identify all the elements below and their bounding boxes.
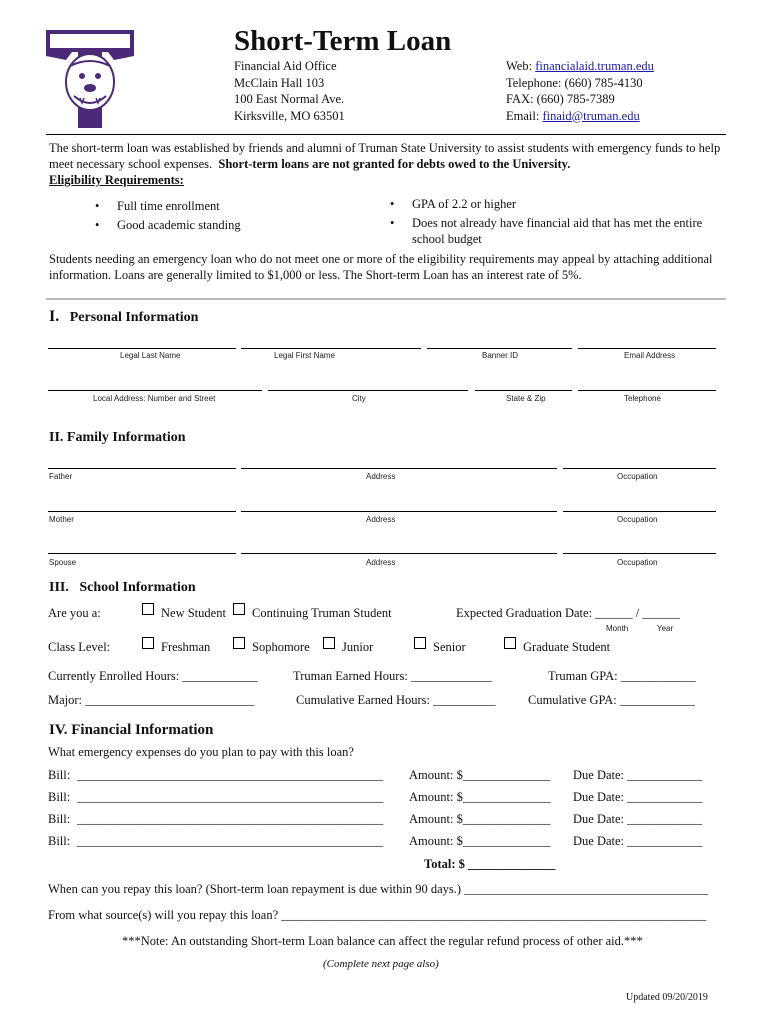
father-address-field[interactable] <box>241 468 557 469</box>
enrolled-hours-field[interactable]: Currently Enrolled Hours: ____________ <box>48 669 258 683</box>
cumulative-hours-field[interactable]: Cumulative Earned Hours: __________ <box>296 693 496 707</box>
total-field[interactable]: Total: $ ______________ <box>424 857 556 871</box>
due-date-field[interactable]: Due Date: ____________ <box>573 790 703 804</box>
section-numeral: I. <box>49 308 60 325</box>
graduate-student-label: Graduate Student <box>523 640 611 654</box>
field-caption: Legal First Name <box>274 351 335 360</box>
amount-field[interactable]: Amount: $______________ <box>409 812 551 826</box>
month-caption: Month <box>606 624 629 633</box>
field-caption: Telephone <box>624 394 661 403</box>
eligibility-item: • Full time enrollment <box>95 199 220 213</box>
eligibility-heading: Eligibility Requirements: <box>49 173 184 187</box>
sophomore-checkbox[interactable] <box>233 637 245 649</box>
eligibility-item: • Good academic standing <box>95 218 241 232</box>
continue-note: (Complete next page also) <box>323 958 439 970</box>
bill-field[interactable]: _________________________________________________ <box>77 812 384 826</box>
mother-name-field[interactable] <box>48 511 236 512</box>
bill-field[interactable]: _________________________________________________ <box>77 834 384 848</box>
new-student-label: New Student <box>161 606 226 620</box>
eligibility-item: • GPA of 2.2 or higher <box>390 197 517 211</box>
truman-gpa-field[interactable]: Truman GPA: ____________ <box>548 669 696 683</box>
field-caption: Occupation <box>617 472 658 481</box>
senior-label: Senior <box>433 640 466 654</box>
due-date-field[interactable]: Due Date: ____________ <box>573 812 703 826</box>
section-divider <box>46 298 726 300</box>
address-line: McClain Hall 103 <box>234 75 325 90</box>
office-contact <box>506 58 654 124</box>
continuing-student-label: Continuing Truman Student <box>252 606 392 620</box>
truman-bulldog-logo <box>46 30 134 128</box>
field-caption: Email Address <box>624 351 676 360</box>
telephone: Telephone: (660) 785-4130 <box>506 75 643 90</box>
continuing-student-checkbox[interactable] <box>233 603 245 615</box>
address-line: Kirksville, MO 63501 <box>234 108 345 123</box>
bill-field[interactable]: _________________________________________________ <box>77 768 384 782</box>
address-line: Financial Aid Office <box>234 59 337 73</box>
amount-field[interactable]: Amount: $______________ <box>409 834 551 848</box>
section-family-heading: II. Family Information <box>49 430 186 445</box>
sophomore-label: Sophomore <box>252 640 310 654</box>
bill-label: Bill: <box>48 790 71 804</box>
eligibility-item: • Does not already have financial aid that has met the entire school budget <box>390 216 703 246</box>
amount-field[interactable]: Amount: $______________ <box>409 768 551 782</box>
new-student-checkbox[interactable] <box>142 603 154 615</box>
senior-checkbox[interactable] <box>414 637 426 649</box>
amount-field[interactable]: Amount: $______________ <box>409 790 551 804</box>
due-date-field[interactable]: Due Date: ____________ <box>573 834 703 848</box>
bill-label: Bill: <box>48 812 71 826</box>
field-caption: Address <box>366 472 396 481</box>
intro-text: The short-term loan was established by friends and alumni of Truman State University to assist students with emergency funds to help meet necessary school expenses. <box>49 141 721 171</box>
address-line: 100 East Normal Ave. <box>234 92 345 106</box>
field-caption: City <box>352 394 366 403</box>
email-label: Email: <box>506 108 543 123</box>
spouse-name-field[interactable] <box>48 553 236 554</box>
state-zip-field[interactable] <box>475 390 572 391</box>
section-title: School Information <box>79 580 196 595</box>
section-numeral: III. <box>49 580 69 595</box>
field-caption: Local Address: Number and Street <box>93 394 216 403</box>
repay-source-field[interactable]: From what source(s) will you repay this loan? ____________________________________________________________________ <box>48 908 707 922</box>
mother-address-field[interactable] <box>241 511 557 512</box>
freshman-checkbox[interactable] <box>142 637 154 649</box>
junior-label: Junior <box>342 640 374 654</box>
section-school-heading <box>49 580 196 596</box>
local-address-field[interactable] <box>48 390 262 391</box>
website-link[interactable]: financialaid.truman.edu <box>535 59 654 73</box>
legal-last-name-field[interactable] <box>48 348 236 349</box>
freshman-label: Freshman <box>161 640 211 654</box>
appeal-paragraph: Students needing an emergency loan who do not meet one or more of the eligibility requirements may appeal by attaching additional information. Loans are generally limited to $1,000 or less. The Short-term Loan has an interest rate of 5%. <box>49 252 713 282</box>
earned-hours-field[interactable]: Truman Earned Hours: _____________ <box>293 669 493 683</box>
are-you-label: Are you a: <box>48 606 101 620</box>
city-field[interactable] <box>268 390 468 391</box>
header-divider <box>46 134 726 135</box>
field-caption: Father <box>49 472 73 481</box>
junior-checkbox[interactable] <box>323 637 335 649</box>
graduate-student-checkbox[interactable] <box>504 637 516 649</box>
field-caption: Mother <box>49 515 74 524</box>
email-address-field[interactable] <box>578 348 716 349</box>
field-caption: State & Zip <box>506 394 546 403</box>
office-address <box>234 58 345 124</box>
intro-bold-text: Short-term loans are not granted for debts owed to the University. <box>218 157 571 171</box>
due-date-field[interactable]: Due Date: ____________ <box>573 768 703 782</box>
section-title: Personal Information <box>69 310 199 325</box>
class-level-label: Class Level: <box>48 640 111 654</box>
bill-label: Bill: <box>48 768 71 782</box>
field-caption: Occupation <box>617 558 658 567</box>
field-caption: Address <box>366 558 396 567</box>
spouse-occupation-field[interactable] <box>563 553 716 554</box>
telephone-field[interactable] <box>578 390 716 391</box>
intro-paragraph <box>49 140 729 172</box>
cumulative-gpa-field[interactable]: Cumulative GPA: ____________ <box>528 693 695 707</box>
field-caption: Legal Last Name <box>120 351 181 360</box>
fax: FAX: (660) 785-7389 <box>506 92 615 106</box>
expenses-question: What emergency expenses do you plan to pay with this loan? <box>48 745 354 759</box>
refund-note: ***Note: An outstanding Short-term Loan balance can affect the regular refund process of other aid.*** <box>122 934 643 948</box>
section-personal-heading <box>49 308 198 326</box>
updated-date: Updated 09/20/2019 <box>626 992 708 1003</box>
year-caption: Year <box>657 624 674 633</box>
mother-occupation-field[interactable] <box>563 511 716 512</box>
field-caption: Spouse <box>49 558 77 567</box>
web-label: Web: <box>506 59 536 73</box>
section-financial-heading: IV. Financial Information <box>49 722 214 738</box>
legal-first-name-field[interactable] <box>241 348 421 349</box>
spouse-address-field[interactable] <box>241 553 557 554</box>
father-name-field[interactable] <box>48 468 236 469</box>
bill-label: Bill: <box>48 834 71 848</box>
banner-id-field[interactable] <box>427 348 572 349</box>
major-field[interactable]: Major: ___________________________ <box>48 693 254 707</box>
bill-field[interactable]: _________________________________________________ <box>77 790 384 804</box>
form-title: Short-Term Loan <box>234 25 452 57</box>
field-caption: Address <box>366 515 396 524</box>
field-caption: Occupation <box>617 515 658 524</box>
repay-when-field[interactable]: When can you repay this loan? (Short-term loan repayment is due within 90 days.) _______________________________________ <box>48 882 708 896</box>
father-occupation-field[interactable] <box>563 468 716 469</box>
email-link[interactable]: finaid@truman.edu <box>542 108 640 123</box>
graduation-date-field[interactable]: Expected Graduation Date: ______ / ______ <box>456 606 680 620</box>
field-caption: Banner ID <box>482 351 519 360</box>
